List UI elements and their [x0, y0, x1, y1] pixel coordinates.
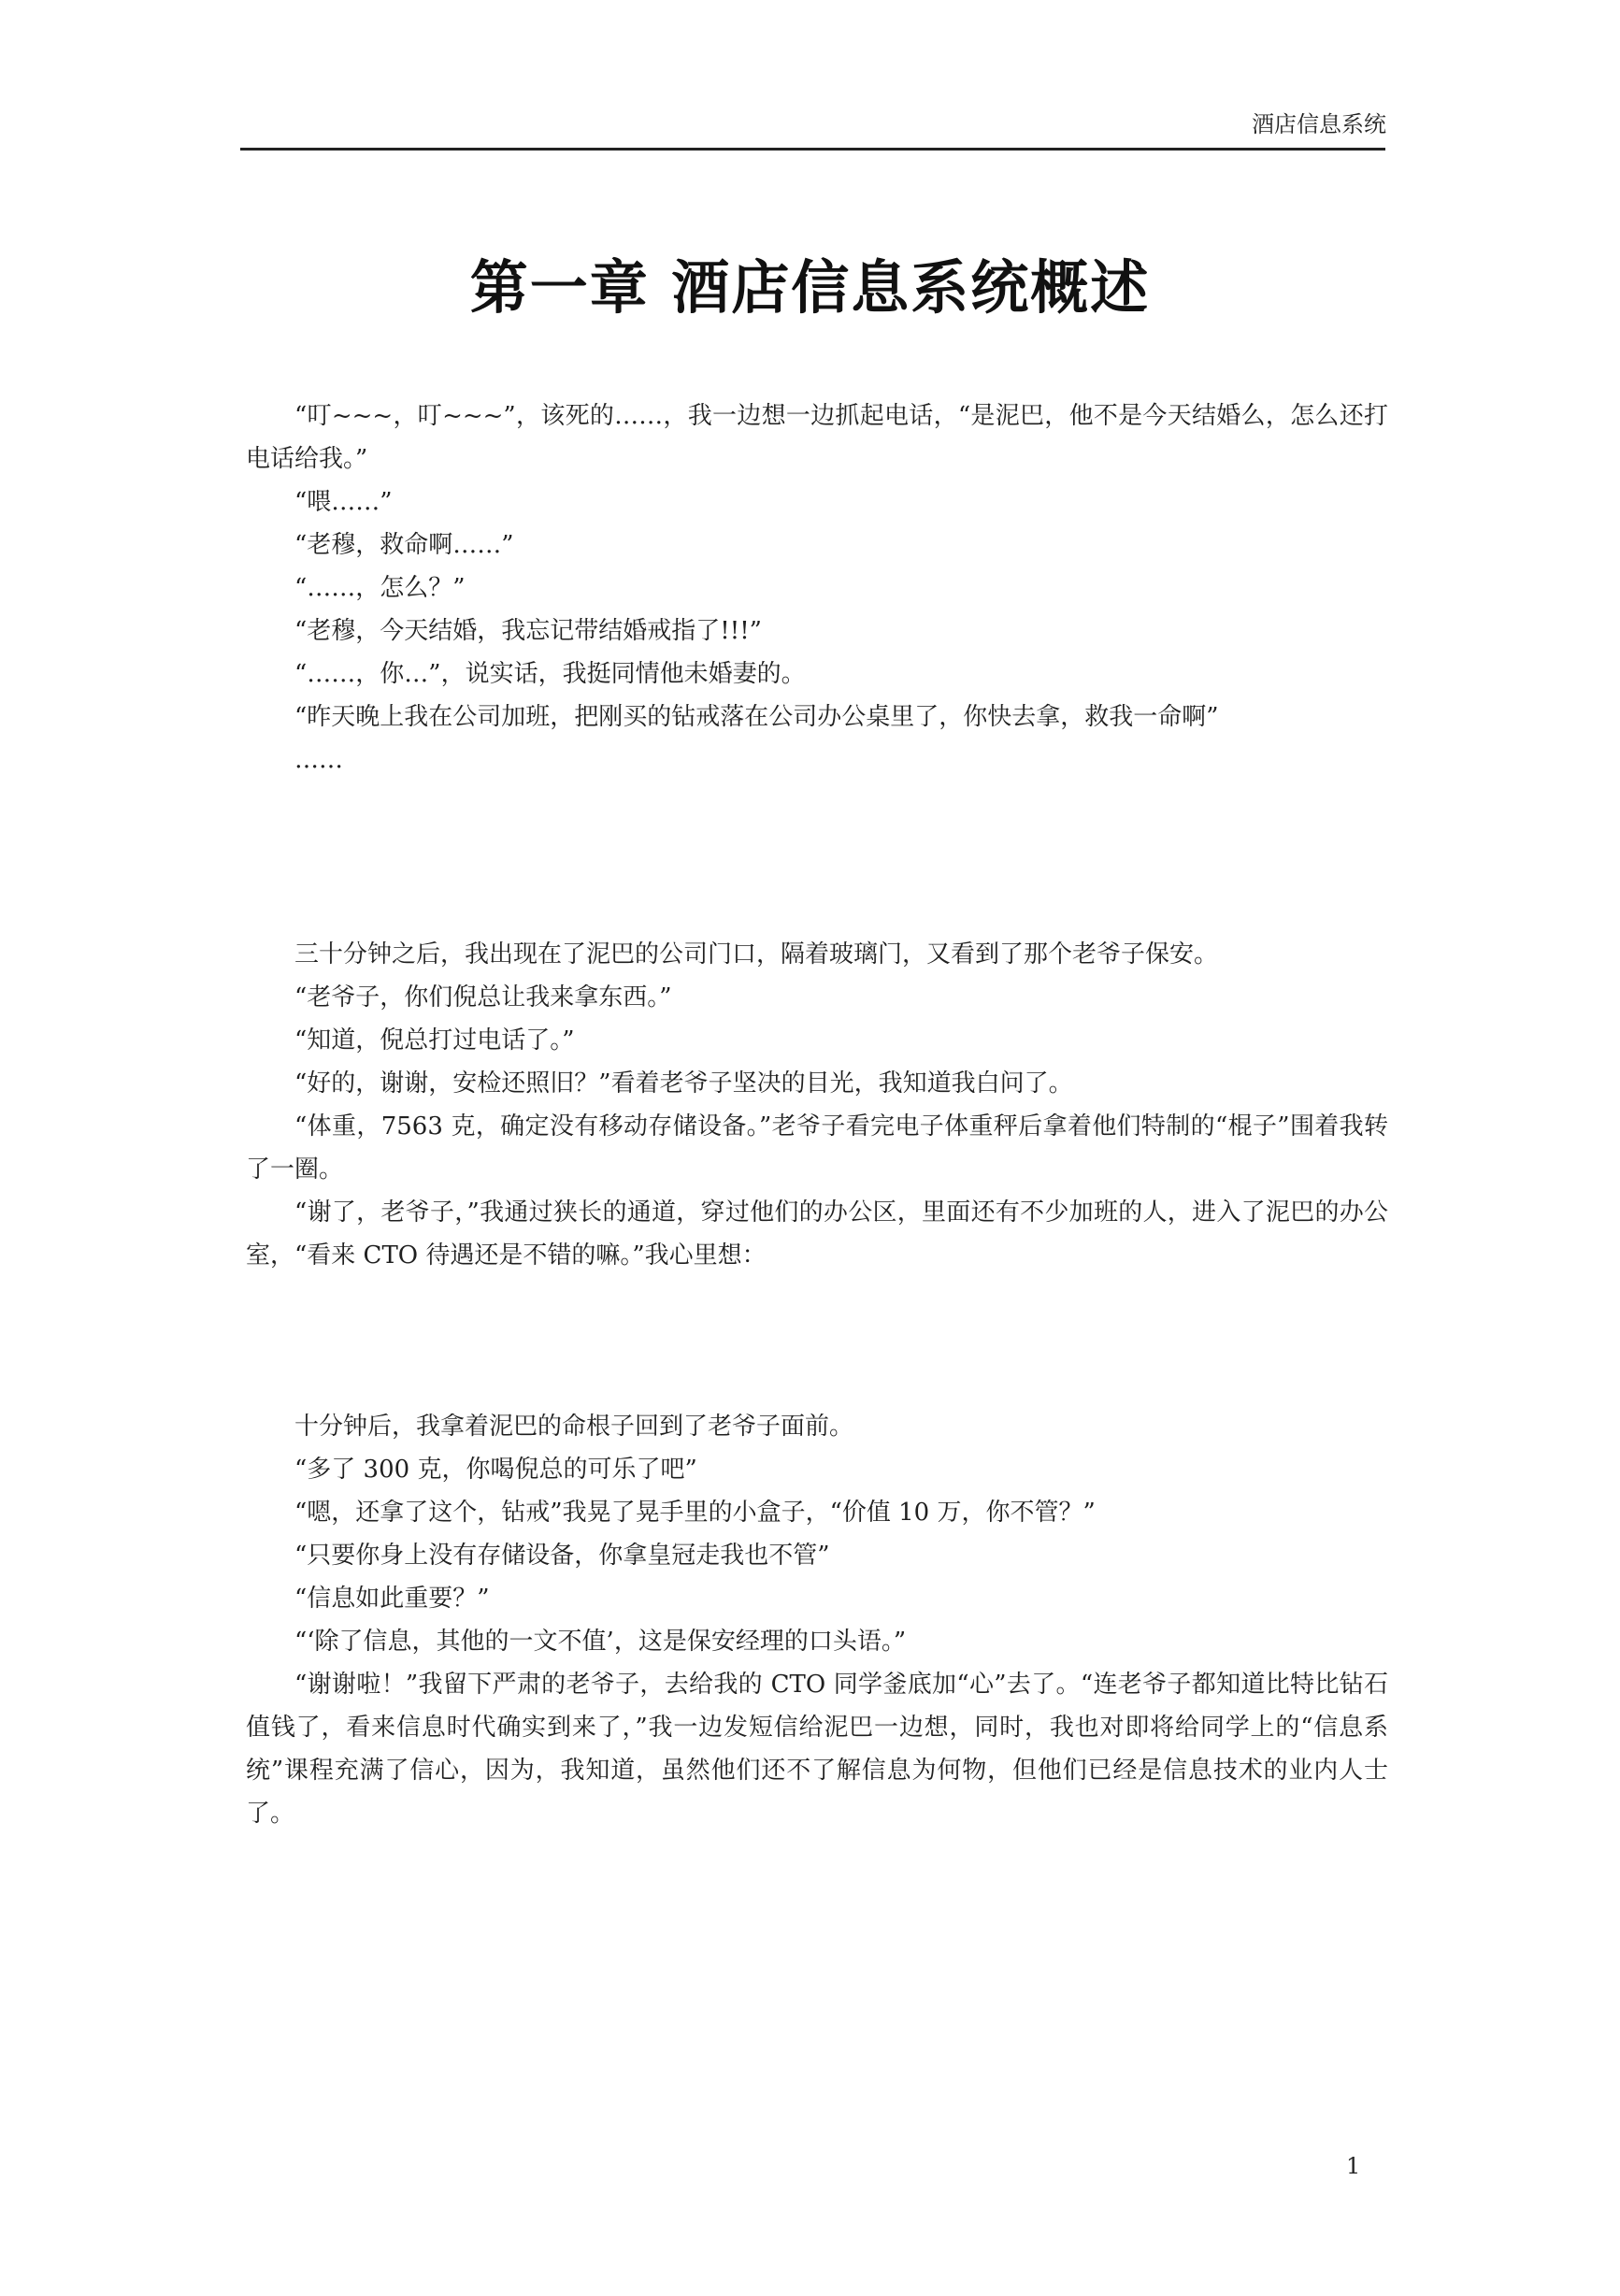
paragraph: “叮~~~，叮~~~”，该死的……，我一边想一边抓起电话，“是泥巴，他不是今天结婚么，怎么还打电话给我。”: [246, 402, 1388, 473]
paragraph: “……，你…”，说实话，我挺同情他未婚妻的。: [294, 660, 806, 688]
paragraph: “昨天晚上我在公司加班，把刚买的钻戒落在公司办公桌里了，你快去拿，救我一命啊”: [294, 703, 1219, 731]
paragraph: “谢了，老爷子，”我通过狭长的通道，穿过他们的办公区，里面还有不少加班的人，进入了泥巴的办公室，“看来 CTO 待遇还是不错的嘛。”我心里想：: [246, 1198, 1388, 1270]
header-rule: [240, 148, 1385, 151]
page-number: 1: [1346, 2153, 1361, 2179]
paragraph: 十分钟后，我拿着泥巴的命根子回到了老爷子面前。: [294, 1413, 854, 1441]
paragraph: “嗯，还拿了这个，钻戒”我晃了晃手里的小盒子，“价值 10 万，你不管？”: [294, 1499, 1096, 1527]
section-return: [246, 1405, 1388, 1835]
chapter-title: 第一章 酒店信息系统概述: [469, 253, 1151, 322]
paragraph: “多了 300 克，你喝倪总的可乐了吧”: [294, 1456, 697, 1484]
paragraph: “喂……”: [294, 488, 393, 516]
section-security-check: [246, 933, 1388, 1277]
paragraph: “体重，7563 克，确定没有移动存储设备。”老爷子看完电子体重秤后拿着他们特制的“棍子”围着我转了一圈。: [246, 1112, 1388, 1184]
running-header: 酒店信息系统: [1252, 111, 1386, 137]
paragraph: “老穆，今天结婚，我忘记带结婚戒指了!!!”: [294, 617, 762, 645]
paragraph: “信息如此重要？”: [294, 1585, 490, 1613]
paragraph: “‘除了信息，其他的一文不值’，这是保安经理的口头语。”: [294, 1628, 907, 1656]
paragraph: ……: [294, 746, 343, 774]
paragraph: “谢谢啦！”我留下严肃的老爷子，去给我的 CTO 同学釜底加“心”去了。“连老爷子都知道比特比钻石值钱了，看来信息时代确实到来了，”我一边发短信给泥巴一边想，同时，我也对即将给同学上的“信息系统”课程充满了信心，因为，我知道，虽然他们还不了解信息为何物，但他们已经是信息技术的业内人士了。: [246, 1671, 1388, 1828]
paragraph: “只要你身上没有存储设备，你拿皇冠走我也不管”: [294, 1542, 830, 1570]
paragraph: “老爷子，你们倪总让我来拿东西。”: [294, 983, 672, 1012]
paragraph: “好的，谢谢，安检还照旧？”看着老爷子坚决的目光，我知道我白问了。: [294, 1069, 1073, 1098]
paragraph: 三十分钟之后，我出现在了泥巴的公司门口，隔着玻璃门，又看到了那个老爷子保安。: [294, 940, 1219, 969]
paragraph: “知道，倪总打过电话了。”: [294, 1026, 575, 1055]
paragraph: “……，怎么？”: [294, 574, 466, 602]
section-phone-call: [246, 395, 1388, 782]
paragraph: “老穆，救命啊……”: [294, 531, 514, 559]
